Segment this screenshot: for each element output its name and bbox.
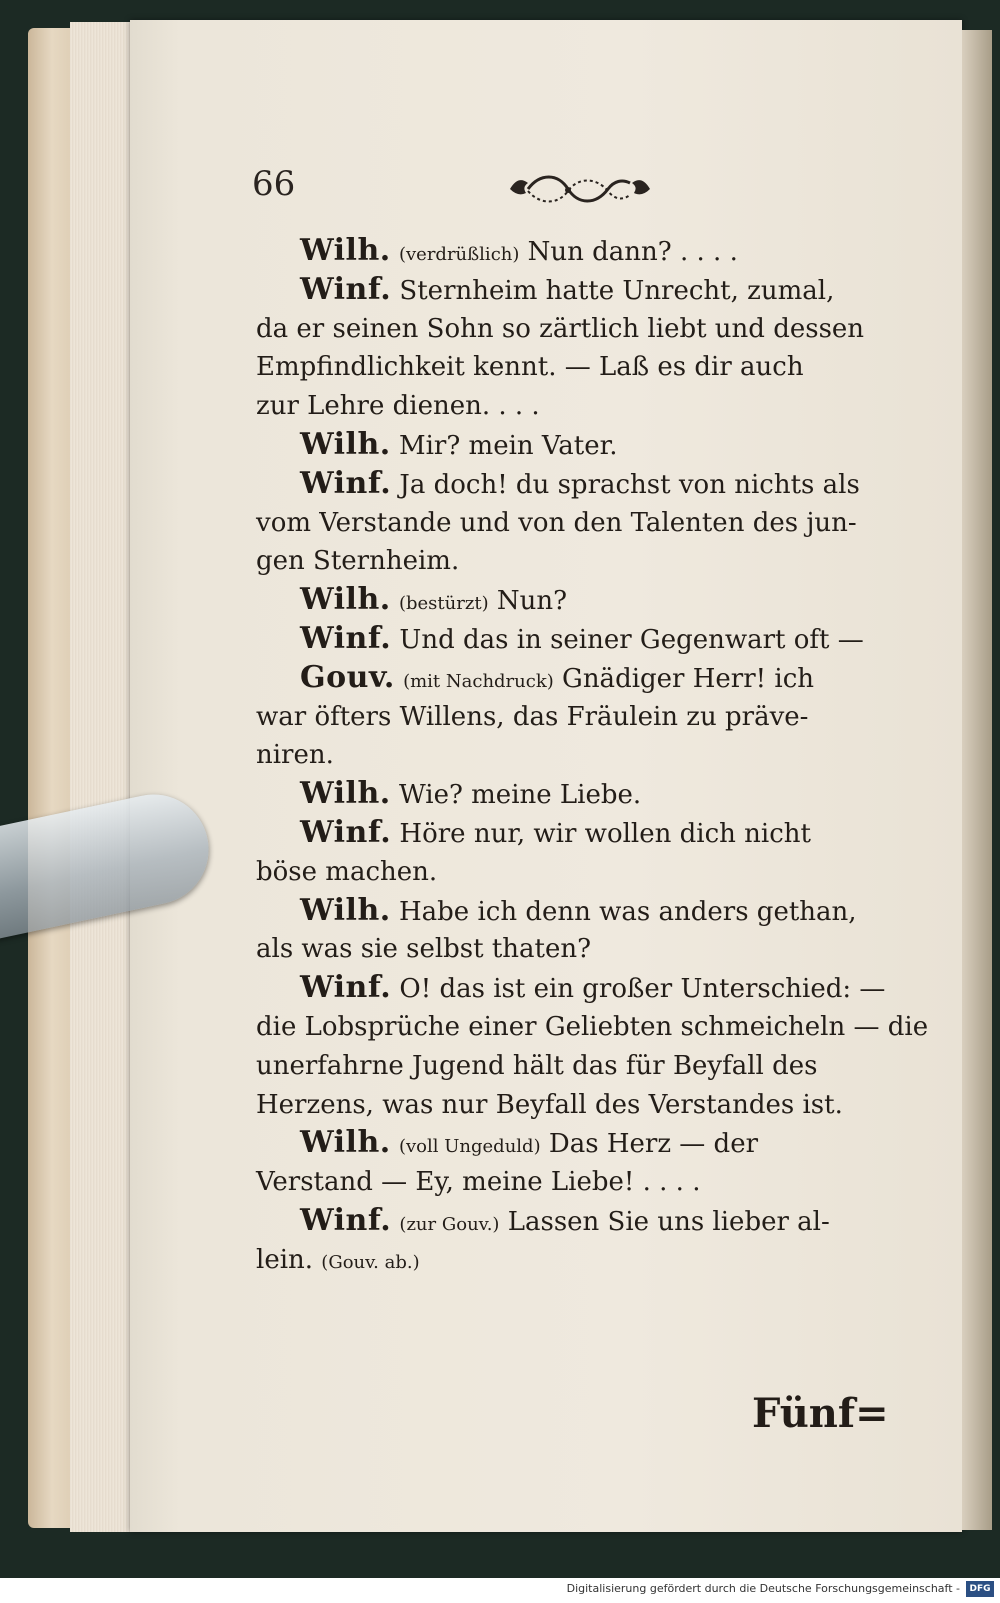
stage-direction: (voll Ungeduld) [398,1136,541,1158]
footer-bar [0,1578,1000,1603]
line-text: Und das in seiner Gegenwart oft — [399,624,864,655]
speaker-name: Winf. [300,970,392,1006]
speaker-name: Wilh. [300,233,391,268]
speaker-name: Wilh. [300,582,391,618]
text-line [256,581,906,620]
line-text: Verstand — Ey, meine Liebe! . . . . [256,1167,701,1198]
catchword: Fünf= [752,1390,889,1437]
text-line [256,1163,906,1202]
text-line [256,504,906,543]
speaker-name: Winf. [300,465,392,501]
stage-direction: (verdrüßlich) [398,244,520,265]
line-text: Sternheim hatte Unrecht, zumal, [399,275,835,306]
text-line [256,853,906,892]
text-line [256,1124,906,1163]
line-text: Herzens, was nur Beyfall des Verstandes ist. [256,1089,843,1120]
ornament-icon [500,166,660,212]
line-text: Empfindlichkeit kennt. — Laß es dir auch [256,352,804,383]
text-line [256,271,906,310]
text-line [256,775,906,814]
line-text: gen Sternheim. [256,546,460,577]
line-text: Habe ich denn was anders gethan, [398,896,857,927]
footer-credit: Digitalisierung gefördert durch die Deutsche Forschungsgemeinschaft - [566,1582,960,1595]
text-line [256,892,906,931]
text-line [256,620,906,659]
text-body [256,232,929,1280]
speaker-name: Wilh. [300,892,391,928]
stage-direction: (bestürzt) [398,593,489,615]
speaker-name: Wilh. [300,776,391,812]
text-line [256,659,906,698]
text-line [256,814,906,853]
line-text: da er seinen Sohn so zärtlich liebt und dessen [256,313,865,344]
line-text: war öfters Willens, das Fräulein zu präve- [256,701,809,732]
stage-direction: (Gouv. ab.) [321,1251,420,1273]
line-text: Lassen Sie uns lieber al- [507,1206,830,1237]
line-text: die Lobsprüche einer Geliebten schmeicheln — die [256,1011,929,1042]
line-text: Nun? [496,586,568,617]
text-line [256,969,906,1008]
line-text: Ja doch! du sprachst von nichts als [399,469,860,500]
text-line [256,698,906,737]
line-text: niren. [256,740,334,771]
stage-direction: (mit Nachdruck) [403,670,554,692]
text-line [256,930,906,969]
text-line [256,542,906,581]
speaker-name: Winf. [300,814,392,850]
line-text: unerfahrne Jugend hält das für Beyfall des [256,1050,818,1081]
page-number: 66 [252,164,296,204]
line-text: böse machen. [256,856,438,887]
line-text: lein. [256,1244,314,1275]
text-line [256,348,906,387]
text-line [256,736,906,775]
right-page-edge [962,30,992,1530]
text-line [256,465,906,504]
speaker-name: Winf. [300,620,392,656]
line-text: Gnädiger Herr! ich [562,663,814,694]
line-text: zur Lehre dienen. . . . [256,391,540,422]
speaker-name: Wilh. [300,426,391,462]
text-line [256,1047,906,1086]
speaker-name: Winf. [300,271,392,307]
page-header [252,164,892,214]
text-line [256,1241,906,1280]
text-line [256,1008,929,1047]
line-text: als was sie selbst thaten? [256,934,592,965]
line-text: Nun dann? . . . . [527,237,738,267]
text-line [256,232,906,271]
stage-direction: (zur Gouv.) [399,1213,500,1235]
line-text: Das Herz — der [548,1129,759,1160]
text-line [256,387,906,426]
text-line [256,310,906,349]
speaker-name: Wilh. [300,1125,391,1161]
speaker-name: Winf. [300,1202,392,1238]
dfg-logo[interactable]: DFG [966,1581,994,1597]
line-text: O! das ist ein großer Unterschied: — [399,974,886,1005]
text-line [256,1086,906,1125]
text-line [256,1202,906,1241]
text-line [256,426,906,465]
line-text: Höre nur, wir wollen dich nicht [399,818,811,849]
line-text: vom Verstande und von den Talenten des jun- [256,507,857,538]
line-text: Wie? meine Liebe. [398,780,642,811]
line-text: Mir? mein Vater. [398,430,618,461]
speaker-name: Gouv. [300,659,395,695]
